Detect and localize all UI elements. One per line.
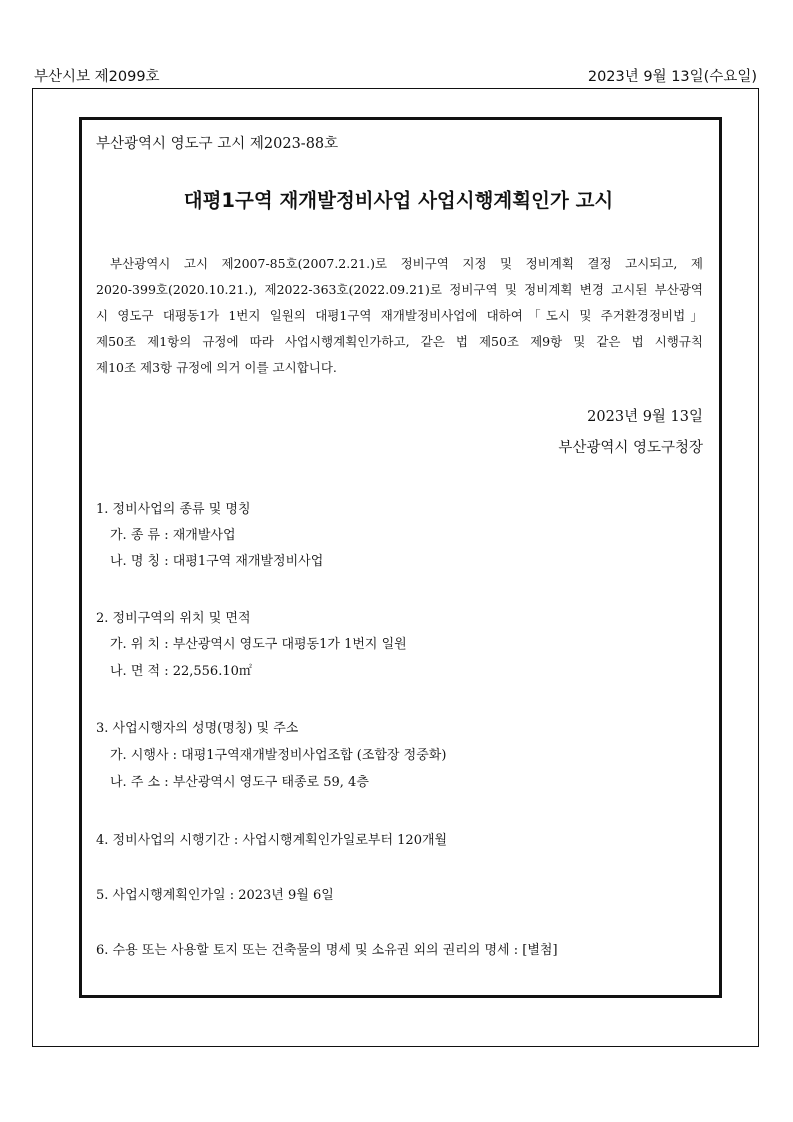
notice-body-line: 부산광역시 고시 제2007-85호(2007.2.21.)로 정비구역 지정 및 정비계획 결정 고시되고, 제 xyxy=(110,256,703,271)
item-1-title: 1. 정비사업의 종류 및 명칭 xyxy=(96,502,251,517)
item-1-a: 가. 종 류 : 재개발사업 xyxy=(110,528,236,543)
item-2-title: 2. 정비구역의 위치 및 면적 xyxy=(96,611,251,626)
item-5: 5. 사업시행계획인가일 : 2023년 9월 6일 xyxy=(96,888,334,903)
gazette-issue: 부산시보 제2099호 xyxy=(34,69,160,85)
notice-body-line: 2020-399호(2020.10.21.), 제2022-363호(2022.09.21)로 정비구역 및 정비계획 변경 고시된 부산광역 xyxy=(96,282,703,297)
notice-body-line: 시 영도구 대평동1가 1번지 일원의 대평1구역 재개발정비사업에 대하여「도시 및 주거환경정비법」 xyxy=(96,308,703,323)
gazette-date: 2023년 9월 13일(수요일) xyxy=(587,69,757,85)
notice-issuer: 부산광역시 영도구청장 xyxy=(558,440,703,456)
item-4: 4. 정비사업의 시행기간 : 사업시행계획인가일로부터 120개월 xyxy=(96,833,448,848)
item-3-title: 3. 사업시행자의 성명(명칭) 및 주소 xyxy=(96,721,299,736)
notice-body-line: 제10조 제3항 규정에 의거 이를 고시합니다. xyxy=(96,360,337,375)
notice-number: 부산광역시 영도구 고시 제2023-88호 xyxy=(96,136,339,152)
item-2-a: 가. 위 치 : 부산광역시 영도구 대평동1가 1번지 일원 xyxy=(110,637,407,652)
item-3-b: 나. 주 소 : 부산광역시 영도구 태종로 59, 4층 xyxy=(110,775,369,790)
notice-title: 대평1구역 재개발정비사업 사업시행계획인가 고시 xyxy=(183,189,614,212)
notice-body-line: 제50조 제1항의 규정에 따라 사업시행계획인가하고, 같은 법 제50조 제9항 및 같은 법 시행규칙 xyxy=(96,334,703,349)
item-3-a: 가. 시행사 : 대평1구역재개발정비사업조합 (조합장 정중화) xyxy=(110,748,447,763)
item-6: 6. 수용 또는 사용할 토지 또는 건축물의 명세 및 소유권 외의 권리의 명세 : [별첨] xyxy=(96,943,558,958)
item-2-b: 나. 면 적 : 22,556.10㎡ xyxy=(110,664,252,679)
item-1-b: 나. 명 칭 : 대평1구역 재개발정비사업 xyxy=(110,554,324,569)
notice-date: 2023년 9월 13일 xyxy=(587,409,703,425)
